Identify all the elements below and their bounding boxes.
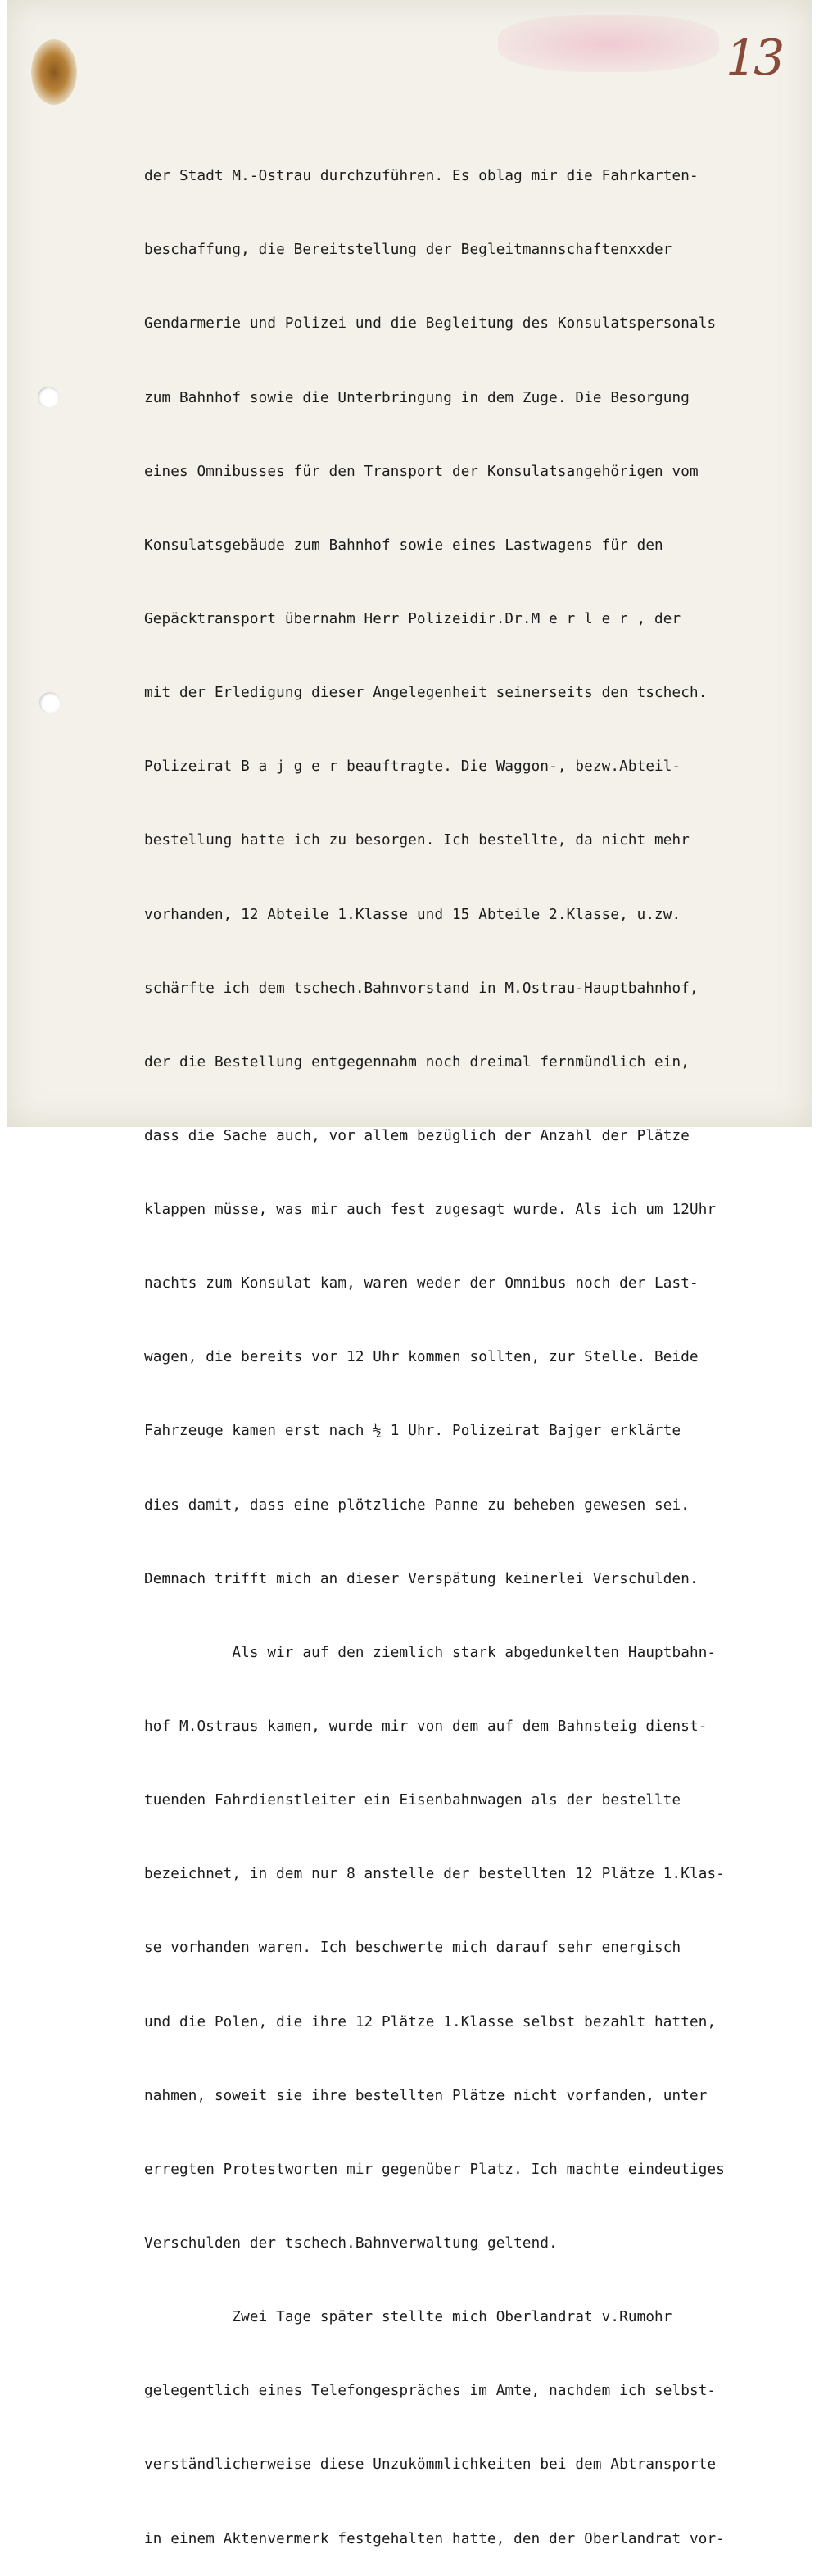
text-line: Polizeirat B a j g e r beauftragte. Die Waggon-, bezw.Abteil- bbox=[144, 758, 681, 776]
text-line: bestellung hatte ich zu besorgen. Ich bestellte, da nicht mehr bbox=[144, 832, 690, 849]
text-line: verständlicherweise diese Unzukömmlichkeiten bei dem Abtransporte bbox=[144, 2456, 717, 2474]
burn-stain bbox=[31, 39, 77, 105]
text-line: in einem Aktenvermerk festgehalten hatte, den der Oberlandrat vor- bbox=[144, 2530, 725, 2547]
text-line: tuenden Fahrdienstleiter ein Eisenbahnwagen als der bestellte bbox=[144, 1792, 681, 1809]
text-line: Konsulatsgebäude zum Bahnhof sowie eines Lastwagens für den bbox=[144, 536, 663, 554]
stamp-smudge bbox=[498, 15, 719, 72]
text-line: dass die Sache auch, vor allem bezüglich der Anzahl der Plätze bbox=[144, 1127, 690, 1144]
text-line: der Stadt M.-Ostrau durchzuführen. Es oblag mir die Fahrkarten- bbox=[144, 168, 699, 185]
page-number: 13 bbox=[726, 29, 782, 87]
text-line: bezeichnet, in dem nur 8 anstelle der bestellten 12 Plätze 1.Klas- bbox=[144, 1866, 725, 1883]
text-line: der die Bestellung entgegennahm noch dreimal fernmündlich ein, bbox=[144, 1053, 690, 1071]
text-line: zum Bahnhof sowie die Unterbringung in dem Zuge. Die Besorgung bbox=[144, 389, 690, 406]
text-line: Verschulden der tschech.Bahnverwaltung geltend. bbox=[144, 2235, 558, 2252]
text-line: Fahrzeuge kamen erst nach ½ 1 Uhr. Polizeirat Bajger erklärte bbox=[144, 1423, 681, 1440]
text-line: mit der Erledigung dieser Angelegenheit seinerseits den tschech. bbox=[144, 685, 708, 702]
text-line: erregten Protestworten mir gegenüber Platz. Ich machte eindeutiges bbox=[144, 2161, 725, 2178]
text-line: Zwei Tage später stellte mich Oberlandrat v.Rumohr bbox=[144, 2309, 672, 2326]
text-line: und die Polen, die ihre 12 Plätze 1.Klasse selbst bezahlt hatten, bbox=[144, 2013, 717, 2030]
text-line: schärfte ich dem tschech.Bahnvorstand in M.Ostrau-Hauptbahnhof, bbox=[144, 980, 699, 997]
text-line: Gepäcktransport übernahm Herr Polizeidir.Dr.M e r l e r , der bbox=[144, 610, 681, 627]
text-line: vorhanden, 12 Abteile 1.Klasse und 15 Abteile 2.Klasse, u.zw. bbox=[144, 906, 681, 923]
text-line: nachts zum Konsulat kam, waren weder der Omnibus noch der Last- bbox=[144, 1275, 699, 1293]
text-line: dies damit, dass eine plötzliche Panne zu beheben gewesen sei. bbox=[144, 1496, 690, 1514]
text-line: wagen, die bereits vor 12 Uhr kommen sollten, zur Stelle. Beide bbox=[144, 1349, 699, 1366]
text-line: klappen müsse, was mir auch fest zugesagt wurde. Als ich um 12Uhr bbox=[144, 1202, 717, 1219]
typewritten-text bbox=[144, 115, 816, 2576]
text-line: hof M.Ostraus kamen, wurde mir von dem auf dem Bahnsteig dienst- bbox=[144, 1718, 708, 1736]
text-line: Gendarmerie und Polizei und die Begleitung des Konsulatspersonals bbox=[144, 315, 717, 333]
text-line: nahmen, soweit sie ihre bestellten Plätze nicht vorfanden, unter bbox=[144, 2087, 708, 2104]
text-line: Demnach trifft mich an dieser Verspätung keinerlei Verschulden. bbox=[144, 1570, 699, 1587]
text-line: se vorhanden waren. Ich beschwerte mich darauf sehr energisch bbox=[144, 1940, 681, 1957]
text-line: eines Omnibusses für den Transport der Konsulatsangehörigen vom bbox=[144, 463, 699, 480]
punch-hole bbox=[38, 387, 59, 408]
text-line: beschaffung, die Bereitstellung der Begleitmannschaftenxxder bbox=[144, 242, 672, 259]
text-line: gelegentlich eines Telefongespräches im Amte, nachdem ich selbst- bbox=[144, 2383, 717, 2400]
text-line: Als wir auf den ziemlich stark abgedunkelten Hauptbahn- bbox=[144, 1644, 717, 1661]
punch-hole bbox=[39, 692, 61, 713]
